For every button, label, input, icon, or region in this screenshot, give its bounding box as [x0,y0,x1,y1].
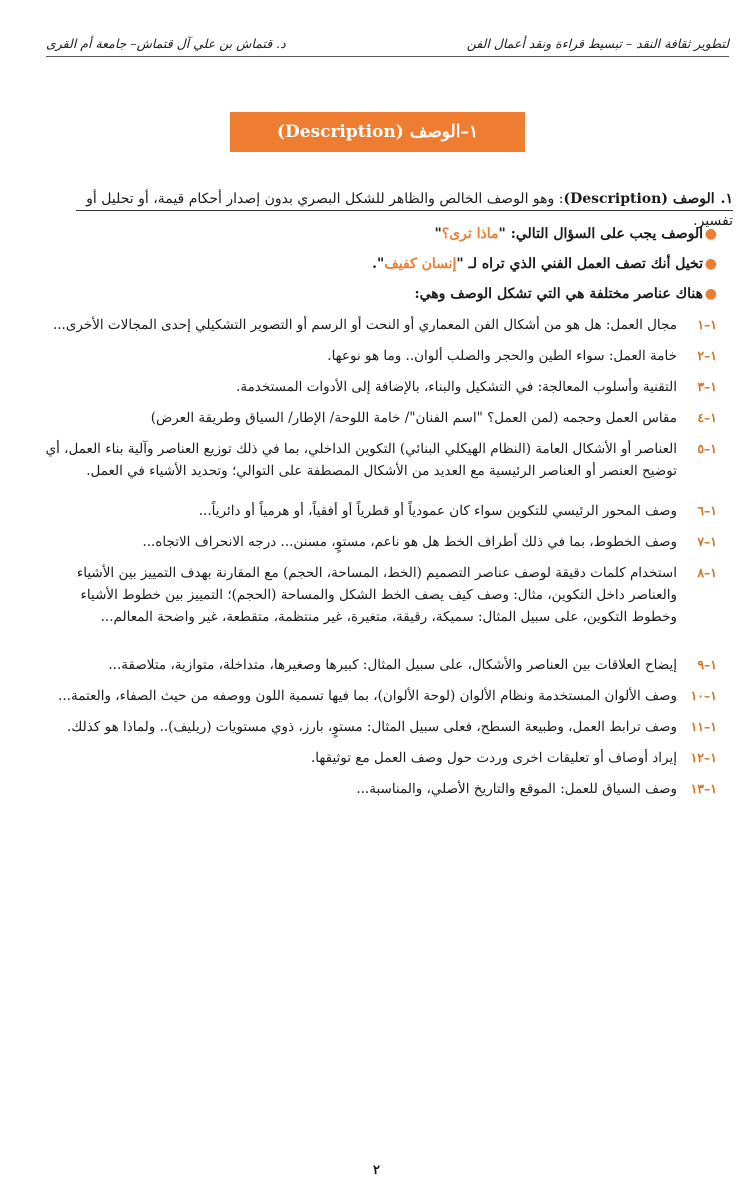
item-number: ١–١٣ [690,781,717,796]
bullet-dot-icon: ● [704,256,717,272]
item-number: ١–٥ [697,441,717,456]
item-text: استخدام كلمات دقيقة لوصف عناصر التصميم (الخط، المساحة، الحجم) مع المقارنة بهدف التمييز بين الأشياء والعناصر داخل التكوين، مثال: وصف كيف يصف الخط الشكل والمساحة (الحجم)؛ التمييز بين خطوط الأشياء وخطوط التكوين، على سبيل المثال: سميكة، رقيقة، متغيرة، غير منتظمة، متقطعة، غير واضحة المعالم... [76,565,677,625]
header-author: د. قتماش بن علي آل قتماش– جامعة أم القرى [46,36,286,51]
page-number: ٢ [373,1163,380,1178]
bullet-item [30,222,717,252]
list-item [32,500,717,531]
intro-number: ١. [720,191,733,207]
list-item [32,685,717,716]
list-item [32,345,717,376]
element-list [32,314,717,809]
item-number: ١–١ [697,317,717,332]
item-text: وصف المحور الرئيسي للتكوين سواء كان عمودياً أو قطرياً أو أفقياً، أو هرمياً أو دائرياً... [198,503,677,519]
item-number: ١–١٠ [690,688,717,703]
bullet-dot-icon: ● [704,226,717,242]
item-number: ١–٨ [697,565,717,580]
bullet-text: الوصف يجب على السؤال التالي: " [498,226,703,242]
list-item [32,314,717,345]
item-text: وصف السياق للعمل: الموقع والتاريخ الأصلي، والمناسبة... [356,781,677,797]
list-item [32,407,717,438]
list-item [32,562,717,654]
item-number: ١–١١ [690,719,717,734]
item-text: العناصر أو الأشكال العامة (النظام الهيكلي البنائي) التكوين الداخلي، بما في ذلك توزيع العناصر وآلية بناء العمل، أي توضيح العنصر أو العناصر الرئيسية مع العديد من الأشكال المصطفة على التوالي؛ وتحديد الأشياء في العمل. [45,441,677,479]
bullet-highlight: ماذا ترى؟ [441,226,499,242]
item-text: مقاس العمل وحجمه (لمن العمل؟ "اسم الفنان"/ خامة اللوحة/ الإطار/ السياق وطريقة العرض) [150,410,677,426]
item-text: وصف ترابط العمل، وطبيعة السطح، فعلى سبيل المثال: مستوٍ، بارز، ذوي مستويات (ريليف).. ولماذا هو كذلك. [67,719,677,735]
item-number: ١–٣ [697,379,717,394]
intro-term: الوصف (Description) [563,191,715,207]
item-number: ١–٢ [697,348,717,363]
list-item [32,531,717,562]
bullet-text-end: " [434,226,442,242]
bullet-dot-icon: ● [704,286,717,302]
item-text: مجال العمل: هل هو من أشكال الفن المعماري أو النحت أو الرسم أو التصوير التشكيلي إحدى المجالات الأخرى... [52,317,677,333]
item-text: إيضاح العلاقات بين العناصر والأشكال، على سبيل المثال: كبيرها وصغيرها، متداخلة، متوازية، متلاصقة... [108,657,677,673]
list-item [32,716,717,747]
header-course-title: لتطوير ثقافة النقد – تبسيط قراءة ونقد أعمال الفن [466,36,729,51]
bullet-highlight: إنسان كفيف [384,256,457,272]
item-number: ١–٤ [697,410,717,425]
item-text: خامة العمل: سواء الطين والحجر والصلب ألوان.. وما هو نوعها. [327,348,677,364]
list-item [32,654,717,685]
item-text: وصف الألوان المستخدمة ونظام الألوان (لوحة الألوان)، بما فيها تسمية اللون ووصفه من حيث الصفاء، والعتمة... [58,688,677,704]
bullet-text: تخيل أنك تصف العمل الفني الذي تراه لـ " [456,256,703,272]
list-item [32,376,717,407]
bullet-list [30,222,717,312]
list-item [32,438,717,500]
item-text: إيراد أوصاف أو تعليقات اخرى وردت حول وصف العمل مع توثيقها. [310,750,677,766]
bullet-text: هناك عناصر مختلفة هي التي تشكل الوصف وهي: [414,286,703,302]
item-text: وصف الخطوط، بما في ذلك أطراف الخط هل هو ناعم، مستوٍ، مسنن... درجه الانحراف الاتجاه... [142,534,677,550]
list-item [32,747,717,778]
item-number: ١–١٢ [690,750,717,765]
bullet-item [30,252,717,282]
item-number: ١–٦ [697,503,717,518]
list-item [32,778,717,809]
intro-text: : وهو الوصف الخالص والظاهر للشكل البصري بدون إصدار أحكام قيمة، أو تحليل أو تفسير. [86,191,733,229]
section-title-banner [230,112,525,152]
item-number: ١–٩ [697,657,717,672]
item-text: التقنية وأسلوب المعالجة: في التشكيل والبناء، بالإضافة إلى الأدوات المستخدمة. [236,379,677,395]
item-number: ١–٧ [697,534,717,549]
header-divider [46,56,729,57]
bullet-item [30,282,717,312]
intro-underline [76,210,733,211]
bullet-text-end: ". [372,256,385,272]
section-title: ١–الوصف (Description) [276,122,479,142]
page-header [46,36,729,60]
